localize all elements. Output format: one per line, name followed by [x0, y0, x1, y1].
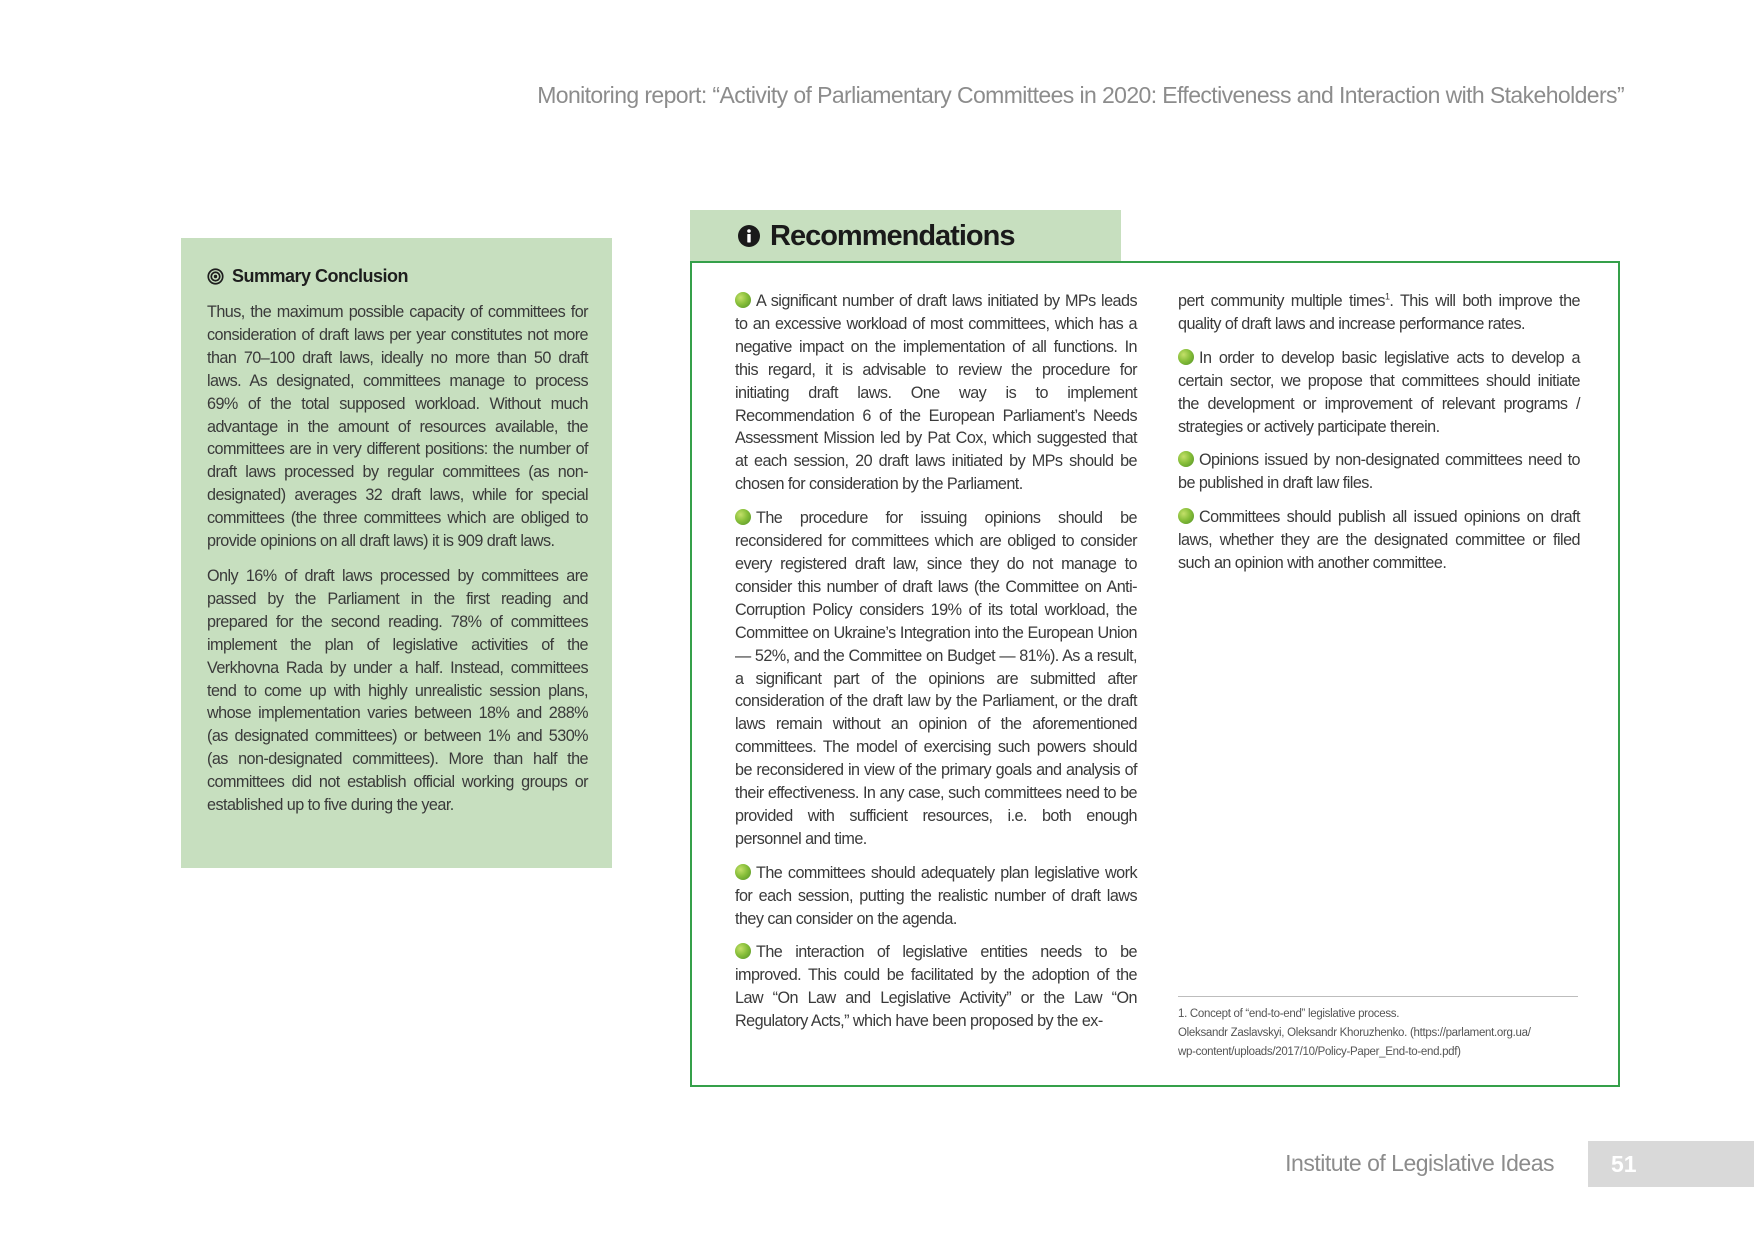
- recommendation-item: A significant number of draft laws initiated by MPs leads to an excessive workload of most committees, which has a negative impact on the implementation of all functions. In this regard, it is advisable to review the procedure for initiating draft laws. One way is to implement Recommendation 6 of the European Parliament’s Needs Assessment Mission led by Pat Cox, which suggested that at each session, 20 draft laws initiated by MPs should be chosen for consideration by the Parliament.: [735, 292, 1137, 494]
- footnote-line: Oleksandr Zaslavskyi, Oleksandr Khoruzhenko. (https://parlament.org.ua/: [1178, 1027, 1531, 1039]
- bullet-icon: [735, 292, 751, 308]
- footer-organization: Institute of Legislative Ideas: [1285, 1150, 1554, 1176]
- recommendations-box: [690, 261, 1620, 1087]
- bullet-icon: [735, 864, 751, 880]
- summary-paragraph: Thus, the maximum possible capacity of committees for consideration of draft laws per year constitutes not more than 70–100 draft laws, ideally no more than 50 draft laws. As designated, committees manage to process 69% of the total supposed workload. Without much advantage in the amount of resources available, the committees are in very different positions: the number of draft laws processed by regular committees (as non-designated) averages 32 draft laws, while for special committees (the three committees which are obliged to provide opinions on all draft laws) it is 909 draft laws.: [207, 303, 588, 551]
- summary-heading: [207, 266, 588, 287]
- bullet-icon: [1178, 508, 1194, 524]
- summary-paragraph: Only 16% of draft laws processed by committees are passed by the Parliament in the first reading and prepared for the second reading. 78% of committees implement the plan of legislative activities of the Verkhovna Rada by under a half. Instead, committees tend to come up with highly unrealistic session plans, whose implementation varies between 18% and 288% (as designated committees) or between 1% and 530% (as non-designated committees). More than half the committees did not establish official working groups or established up to five during the year.: [207, 566, 588, 815]
- page-number-box: [1588, 1141, 1754, 1187]
- footnote-ref: 1: [1384, 291, 1390, 302]
- summary-conclusion-box: [181, 238, 612, 868]
- bullet-icon: [735, 943, 751, 959]
- footnote-line: 1. Concept of “end-to-end” legislative process.: [1178, 1008, 1400, 1020]
- bullet-icon: [735, 509, 751, 525]
- recommendation-item: The committees should adequately plan legislative work for each session, putting the realistic number of draft laws they can consider on the agenda.: [735, 863, 1137, 928]
- recommendations-left-column: [735, 290, 1137, 1044]
- recommendation-item: The procedure for issuing opinions should be reconsidered for committees which are obliged to consider every registered draft law, since they do not manage to consider this number of draft laws (the Committee on Anti-Corruption Policy considers 19% of its total workload, the Committee on Ukraine’s Integration into the European Union — 52%, and the Committee on Budget — 81%). As a result, a significant part of the opinions are submitted after consideration of the draft law by the Parliament, or the draft laws remain without an opinion of the aforementioned committees. The model of exercising such powers should be reconsidered in view of the primary goals and analysis of their effectiveness. In any case, such committees need to be provided with sufficient resources, i.e. both enough personnel and time.: [735, 509, 1137, 848]
- page-number: 51: [1611, 1150, 1637, 1177]
- info-icon: [738, 225, 760, 247]
- target-icon: [207, 268, 224, 285]
- bullet-icon: [1178, 451, 1194, 467]
- footnote: [1178, 996, 1578, 1062]
- recommendation-item: In order to develop basic legislative acts to develop a certain sector, we propose that committees should initiate the development or improvement of relevant programs / strategies or actively participate therein.: [1178, 348, 1580, 436]
- recommendation-item: Committees should publish all issued opinions on draft laws, whether they are the designated committee or filed such an opinion with another committee.: [1178, 508, 1580, 573]
- recommendation-item: The interaction of legislative entities needs to be improved. This could be facilitated by the adoption of the Law “On Law and Legislative Activity” or the Law “On Regulatory Acts,” which have been proposed by the ex-: [735, 943, 1137, 1031]
- recommendations-title: Recommendations: [770, 219, 1015, 252]
- bullet-icon: [1178, 349, 1194, 365]
- report-title: Monitoring report: “Activity of Parliamentary Committees in 2020: Effectiveness and Interaction with Stakeholders”: [537, 82, 1624, 108]
- recommendations-right-column: [1178, 290, 1580, 586]
- footnote-line: wp-content/uploads/2017/10/Policy-Paper_End-to-end.pdf): [1178, 1046, 1461, 1058]
- recommendation-continuation: pert community multiple times$^1$. This will both improve the quality of draft laws and increase performance rates.: [1178, 291, 1580, 333]
- summary-heading-text: Summary Conclusion: [232, 266, 409, 286]
- recommendation-item: Opinions issued by non-designated committees need to be published in draft law files.: [1178, 451, 1580, 493]
- recommendations-tab: [690, 210, 1121, 262]
